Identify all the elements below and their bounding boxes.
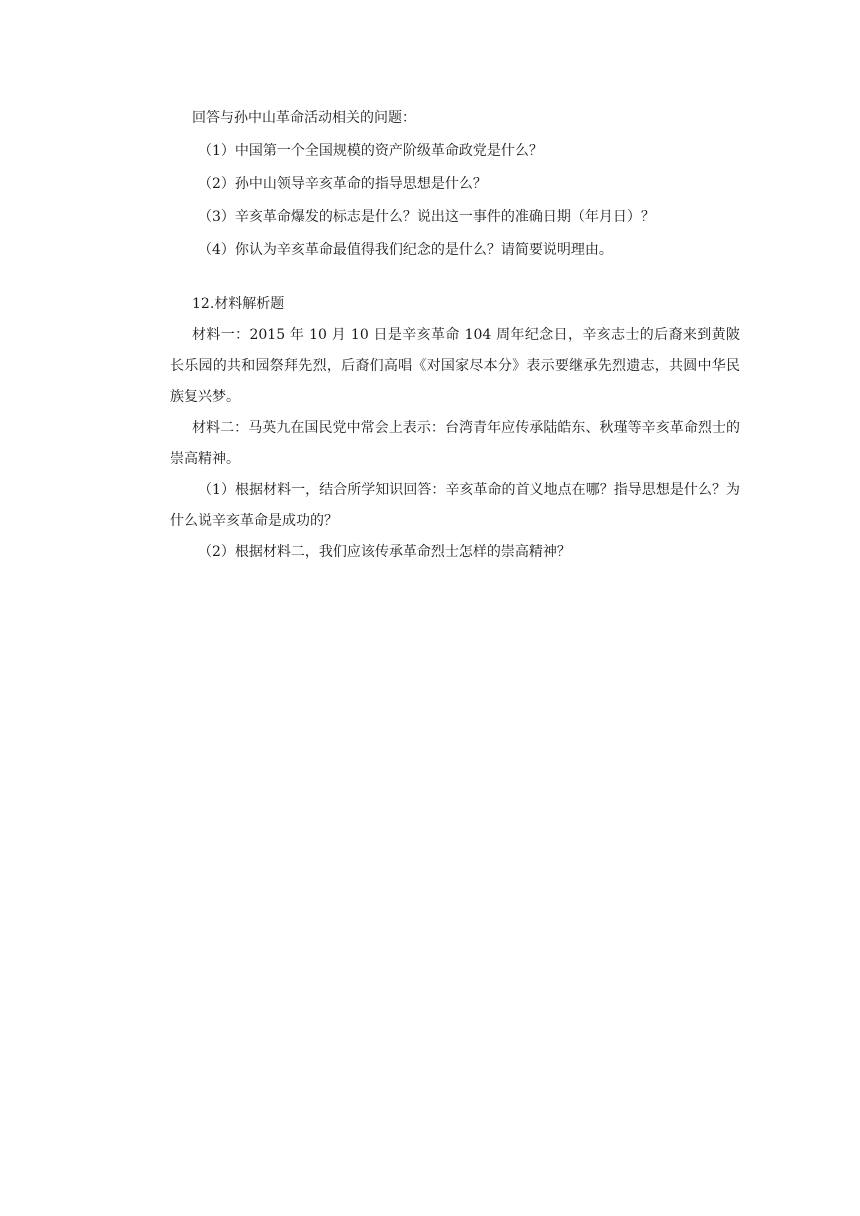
question-11-item-2: （2）孙中山领导辛亥革命的指导思想是什么？ (198, 176, 487, 192)
question-11 (170, 108, 740, 260)
question-12-sub-2: （2）根据材料二，我们应该传承革命烈士怎样的崇高精神？ (198, 544, 571, 560)
question-12 (170, 294, 740, 568)
material-two: 材料二：马英九在国民党中常会上表示：台湾青年应传承陆皓东、秋瑾等辛亥革命烈士的崇高精神。 (170, 420, 740, 467)
question-12-sub-1: （1）根据材料一，结合所学知识回答：辛亥革命的首义地点在哪？指导思想是什么？为什么说辛亥革命是成功的？ (170, 482, 740, 529)
question-12-title: 12.材料解析题 (192, 296, 285, 312)
question-11-intro: 回答与孙中山革命活动相关的问题： (192, 110, 416, 126)
question-11-item-3: （3）辛亥革命爆发的标志是什么？说出这一事件的准确日期（年月日）？ (198, 209, 655, 225)
material-one: 材料一：2015 年 10 月 10 日是辛亥革命 104 周年纪念日，辛亥志士的后裔来到黄陂长乐园的共和园祭拜先烈，后裔们高唱《对国家尽本分》表示要继承先烈遗志，共圆中华民族复兴梦。 (170, 327, 740, 405)
question-11-item-1: （1）中国第一个全国规模的资产阶级革命政党是什么？ (198, 143, 543, 159)
document-content (170, 108, 740, 568)
question-11-item-4: （4）你认为辛亥革命最值得我们纪念的是什么？请简要说明理由。 (198, 242, 613, 258)
